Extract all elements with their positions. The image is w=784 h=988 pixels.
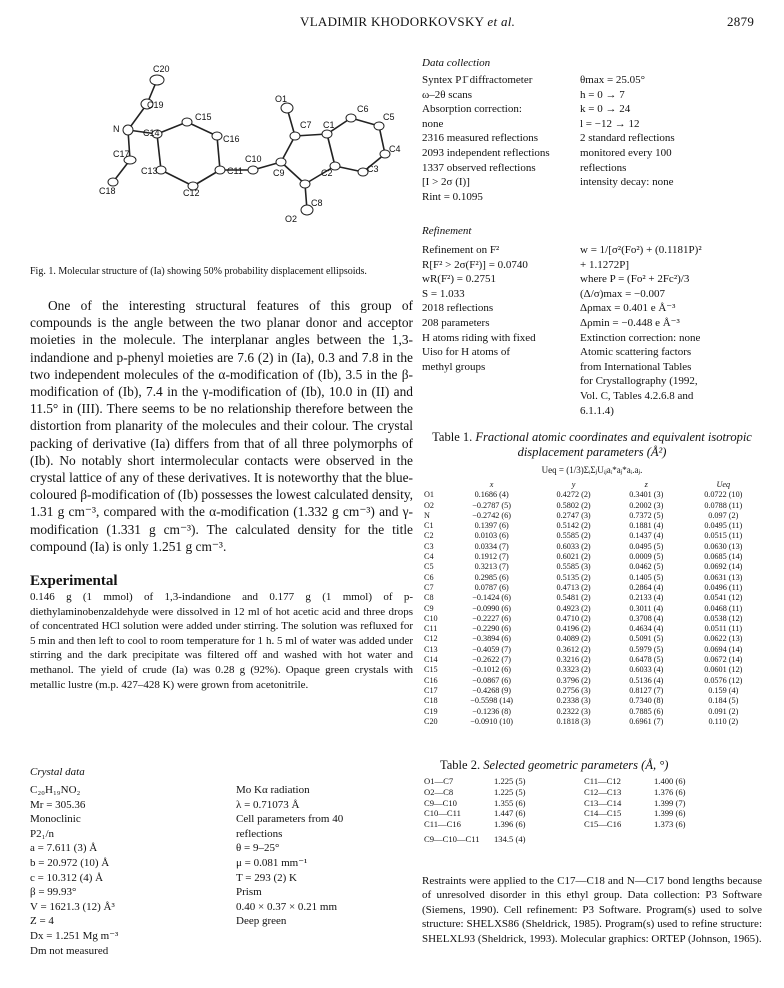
table-cell: −0.0990 (6) (472, 603, 511, 613)
table-cell: 0.5091 (5) (629, 634, 664, 644)
table-row (424, 645, 764, 655)
table-cell: 0.6033 (2) (556, 541, 591, 551)
table-cell: 0.0511 (11) (704, 624, 743, 634)
table-row (424, 830, 724, 845)
table-cell: 0.0541 (12) (704, 593, 743, 603)
table-cell: 0.0722 (10) (704, 490, 743, 500)
table-cell: C11—C12 (584, 776, 621, 786)
table-cell: 0.1437 (4) (629, 531, 664, 541)
table-row (424, 787, 724, 798)
table-cell: 0.0622 (13) (704, 634, 743, 644)
param-line: intensity decay: none (580, 176, 674, 189)
param-line: l = −12 → 12 (580, 117, 640, 130)
param-line: wR(F²) = 0.2751 (422, 273, 496, 286)
table-cell: 1.399 (6) (654, 808, 686, 819)
table-cell: 0.1912 (7) (474, 552, 509, 562)
table-cell: 0.3323 (2) (556, 665, 591, 675)
param-line: Refinement on F² (422, 244, 500, 256)
table-row (424, 501, 764, 511)
table-cell: −0.1012 (6) (472, 665, 511, 675)
atom-label: C11 (227, 166, 243, 176)
table-cell: 0.2864 (4) (629, 582, 664, 592)
table-row (424, 798, 724, 809)
param-line: Deep green (236, 915, 287, 928)
param-line: Absorption correction: (422, 103, 522, 116)
table-row (424, 707, 764, 717)
table2-title: Selected geometric parameters (Å, °) (483, 758, 669, 772)
param-line: k = 0 → 24 (580, 103, 631, 116)
atom-label: C19 (147, 100, 164, 110)
table-cell: 0.1881 (4) (629, 521, 664, 531)
table-cell: 0.0495 (11) (704, 521, 743, 531)
param-line: none (422, 117, 444, 130)
table-cell: 0.0334 (7) (474, 541, 509, 551)
param-line: monitored every 100 (580, 146, 672, 159)
table-cell: 0.0538 (12) (704, 613, 743, 623)
table-cell: −0.2227 (6) (472, 613, 511, 623)
table-cell: 0.2756 (3) (556, 685, 591, 695)
param-line: w = 1/[σ²(Fo²) + (0.1181P)² (580, 244, 702, 256)
table2-label: Table 2. (440, 758, 481, 772)
param-line: Δρmin = −0.448 e Å⁻³ (580, 316, 680, 329)
table-cell: 0.3401 (3) (629, 490, 664, 500)
table-cell: C2 (424, 531, 434, 541)
atom-label: C6 (357, 104, 369, 114)
table-cell: −0.1236 (8) (472, 706, 511, 716)
table-cell: 1.399 (7) (654, 797, 686, 808)
table-row (424, 573, 764, 583)
table-cell: 0.1686 (4) (474, 490, 509, 500)
param-line: S = 1.033 (422, 287, 465, 300)
atom-label: C7 (300, 120, 312, 130)
atom-label: C17 (113, 149, 130, 159)
experimental-heading: Experimental (30, 573, 118, 589)
param-line: Rint = 0.1095 (422, 190, 483, 203)
param-line: θmax = 25.05° (580, 74, 646, 86)
refinement-right (580, 243, 765, 418)
param-line: 2316 measured reflections (422, 132, 539, 145)
table-cell: 0.0694 (14) (704, 644, 743, 654)
table-cell: C17 (424, 685, 438, 695)
page-number: 2879 (727, 14, 755, 29)
table-cell: 0.5585 (2) (556, 531, 591, 541)
param-line: T = 293 (2) K (236, 871, 297, 884)
param-line: β = 99.93° (30, 886, 77, 899)
table-cell: 1.447 (6) (494, 808, 526, 819)
param-line: Mo Kα radiation (236, 784, 310, 796)
param-line: + 1.1272P] (580, 258, 629, 271)
param-line: Z = 4 (30, 915, 54, 928)
table-cell: 1.396 (6) (494, 819, 526, 830)
table-row (424, 552, 764, 562)
table-cell: 0.4634 (4) (629, 624, 664, 634)
figure-caption: Fig. 1. Molecular structure of (Ia) showing 50% probability displacement ellipsoids. (30, 266, 367, 277)
param-line: h = 0 → 7 (580, 88, 625, 101)
table-cell: O2 (424, 500, 435, 510)
header-author: VLADIMIR KHODORKOVSKY (300, 14, 484, 29)
table-cell: O2—C8 (424, 786, 454, 797)
table-cell: 134.5 (4) (494, 833, 526, 844)
table-cell: C14 (424, 655, 438, 665)
table-cell: 0.0631 (13) (704, 572, 743, 582)
table-row (424, 521, 764, 531)
table-row (424, 696, 764, 706)
table-cell: 0.0462 (5) (629, 562, 664, 572)
table-row (424, 542, 764, 552)
table-row (424, 808, 724, 819)
molecule-figure (95, 62, 420, 262)
table-row (424, 490, 764, 500)
table-cell: C14—C15 (584, 808, 622, 819)
table-cell: 0.7340 (8) (629, 696, 664, 706)
param-line: Δρmax = 0.401 e Å⁻³ (580, 302, 676, 315)
atom-label: C13 (141, 166, 158, 176)
table-cell: 0.0515 (11) (704, 531, 743, 541)
table-cell: 0.159 (4) (708, 685, 739, 695)
table-header-row (424, 480, 764, 490)
param-line: Extinction correction: none (580, 331, 701, 344)
table-cell: C10—C11 (424, 808, 461, 819)
table-row (424, 665, 764, 675)
table-cell: C10 (424, 613, 438, 623)
table-cell: C16 (424, 675, 438, 685)
table-cell: 1.225 (5) (494, 786, 526, 797)
table-cell: 0.5585 (3) (556, 562, 591, 572)
table-cell: 0.0692 (14) (704, 562, 743, 572)
table-cell: 0.2322 (3) (556, 706, 591, 716)
table-cell: 0.2747 (3) (556, 510, 591, 520)
table-cell: 0.6961 (7) (629, 716, 664, 726)
param-line: methyl groups (422, 360, 486, 373)
table-cell: 0.110 (2) (708, 716, 739, 726)
table-cell: 0.4272 (2) (556, 490, 591, 500)
table-cell: 0.3612 (2) (556, 644, 591, 654)
param-line: C₂₀H₁₉NO₂ (30, 784, 81, 796)
table-cell: −0.4059 (7) (472, 644, 511, 654)
table-cell: C3 (424, 541, 434, 551)
column-header (424, 480, 446, 490)
table-cell: 0.2338 (3) (556, 696, 591, 706)
table-row (424, 634, 764, 644)
header-etal: et al. (487, 14, 516, 29)
column-header: y (571, 480, 576, 489)
table-cell: 0.1405 (5) (629, 572, 664, 582)
table-cell: 1.373 (6) (654, 819, 686, 830)
table-row (424, 655, 764, 665)
atom-label: C4 (389, 144, 401, 154)
table1 (424, 480, 764, 727)
table-cell: C9—C10—C11 (424, 833, 480, 844)
table-cell: 0.091 (2) (708, 706, 739, 716)
table-row (424, 531, 764, 541)
atom-label: C12 (183, 188, 200, 198)
table-cell: 1.400 (6) (654, 776, 686, 786)
table-cell: 0.4710 (2) (556, 613, 591, 623)
table-cell: 1.225 (5) (494, 776, 526, 786)
table-cell: 0.097 (2) (708, 510, 739, 520)
param-line: reflections (580, 161, 627, 174)
table-cell: −0.2742 (6) (472, 510, 511, 520)
table-row (424, 593, 764, 603)
atom-label: C16 (223, 134, 240, 144)
param-line: P2₁/n (30, 827, 55, 840)
table2-caption (440, 758, 770, 773)
table-row (424, 562, 764, 572)
table-cell: 0.5979 (5) (629, 644, 664, 654)
table-cell: 0.6478 (5) (629, 655, 664, 665)
table-row (424, 776, 724, 787)
experimental-text: 0.146 g (1 mmol) of 1,3-indandione and 0.177 g (1 mmol) of p-diethylaminobenzaldehyde were dissolved in 12 ml of hot acetic acid and three drops of concentrated HCl solution were added under stirring. The solution was refluxed for 5 min and then left to cool to room temperature for 1 h. 5 ml of water was added under stirring and the dark precipitate was filtered off and washed with hot water and methanol. The yield of crude (Ia) was 0.28 g (92%). Opaque green crystals with metallic lustre (m.p. 427–428 K) were grown from acetonitrile. (30, 591, 413, 691)
crystal-data-left (30, 783, 250, 958)
table-cell: C13 (424, 644, 438, 654)
param-line: a = 7.611 (3) Å (30, 842, 98, 855)
table-cell: 0.0685 (14) (704, 552, 743, 562)
table-cell: −0.2290 (6) (472, 624, 511, 634)
table-cell: 0.5136 (4) (629, 675, 664, 685)
param-line: H atoms riding with fixed (422, 331, 536, 344)
table-row (424, 717, 764, 727)
table-row (424, 614, 764, 624)
param-line: where P = (Fo² + 2Fc²)/3 (580, 273, 690, 286)
atom-label: O1 (275, 94, 288, 104)
table-cell: −0.0867 (6) (472, 675, 511, 685)
table-cell: C1 (424, 521, 434, 531)
param-line: ω–2θ scans (422, 88, 473, 101)
table-cell: C11—C16 (424, 819, 461, 830)
table-cell: C12 (424, 634, 438, 644)
param-line: Atomic scattering factors (580, 346, 692, 359)
param-line: reflections (236, 827, 283, 840)
table-cell: 0.7372 (5) (629, 510, 664, 520)
param-line: 1337 observed reflections (422, 161, 536, 174)
table-cell: 0.4923 (2) (556, 603, 591, 613)
table-cell: C15 (424, 665, 438, 675)
param-line: Mr = 305.36 (30, 798, 86, 811)
table-row (424, 819, 724, 830)
table-cell: 0.5481 (2) (556, 593, 591, 603)
table-row (424, 676, 764, 686)
param-line: V = 1621.3 (12) Å³ (30, 900, 115, 913)
param-line: Vol. C, Tables 4.2.6.8 and (580, 389, 694, 402)
table-cell: 0.0787 (6) (474, 582, 509, 592)
table-cell: 0.5142 (2) (556, 521, 591, 531)
table-cell: O1—C7 (424, 776, 454, 786)
table-cell: C12—C13 (584, 786, 622, 797)
table-cell: −0.2787 (5) (472, 500, 511, 510)
table-cell: O1 (424, 490, 435, 500)
table-cell: 0.7885 (6) (629, 706, 664, 716)
table-cell: −0.5598 (14) (470, 696, 514, 706)
table-cell: 0.6021 (2) (556, 552, 591, 562)
param-line: μ = 0.081 mm⁻¹ (236, 856, 308, 869)
table1-label: Table 1. (432, 430, 473, 444)
param-line: 2018 reflections (422, 302, 494, 315)
param-line: (Δ/σ)max = −0.007 (580, 287, 665, 300)
table-cell: 1.355 (6) (494, 797, 526, 808)
param-line: Dm not measured (30, 944, 109, 957)
table-cell: 0.2985 (6) (474, 572, 509, 582)
table-cell: 0.8127 (7) (629, 685, 664, 695)
atom-label: C5 (383, 112, 395, 122)
param-line: for Crystallography (1992, (580, 375, 698, 388)
table-cell: C15—C16 (584, 819, 622, 830)
column-header: z (644, 480, 648, 489)
atom-label: C15 (195, 112, 212, 122)
param-line: from International Tables (580, 360, 692, 373)
table2 (424, 776, 724, 845)
column-header: Ueq (716, 480, 731, 489)
table-row (424, 511, 764, 521)
param-line: 2093 independent reflections (422, 146, 550, 159)
param-line: R[F² > 2σ(F²)] = 0.0740 (422, 258, 528, 271)
param-line: Syntex P1̄ diffractometer (422, 74, 533, 86)
atom-label: O2 (285, 214, 298, 224)
intro-paragraph: One of the interesting structural features of this group of compounds is the angle between the two planar donor and acceptor moieties in the molecule. The interplanar angles between the 1,3-indandione and p-phenyl moieties are 7.6 (2) in (Ia), 0.3 and 7.8 in the two independent molecules of the α-modification of (Ib), 3.5 in the β-modification of (Ib), 7.4 in the γ-modification of (Ib), 10.0 in (II) and 11.5° in (III). There seems to be no relationship therefore between the distortion from planarity of the molecules and their colour. The crystal packing of derivative (Ia) differs from that of all three polymorphs of (Ib). No notably short intermolecular contacts were observed in the crystal lattice of any of these derivatives. It is noteworthy that the blue-coloured β-modification of (Ib) possesses the lowest calculated density, 1.31 g cm⁻³, compared with the α-modification (1.332 g cm⁻³) and γ-modification (1.331 g cm⁻³). The calculated density for the title compound (Ia) is only 1.251 g cm⁻³. (30, 298, 413, 554)
table-cell: 0.0672 (14) (704, 655, 743, 665)
table-cell: 0.1818 (3) (556, 716, 591, 726)
atom-label: C8 (311, 198, 323, 208)
table-cell: N (424, 510, 430, 520)
table-cell: 0.0601 (12) (704, 665, 743, 675)
table-cell: 0.184 (5) (708, 696, 739, 706)
table-cell: 0.0630 (13) (704, 541, 743, 551)
param-line: Monoclinic (30, 813, 81, 826)
table-cell: C8 (424, 593, 434, 603)
table-cell: −0.0910 (10) (470, 716, 514, 726)
table-cell: C13—C14 (584, 797, 622, 808)
table-cell: 0.0788 (11) (704, 500, 743, 510)
param-line: 208 parameters (422, 316, 490, 329)
table1-formula: Ueq = (1/3)ΣᵢΣⱼUᵢⱼaᵢ*aⱼ*aᵢ.aⱼ. (541, 465, 643, 475)
table-cell: C11 (424, 624, 438, 634)
refinement-heading: Refinement (422, 225, 472, 237)
data-collection-heading: Data collection (422, 57, 491, 69)
table-cell: 0.0468 (11) (704, 603, 743, 613)
table-cell: 0.5135 (2) (556, 572, 591, 582)
atom-label: C3 (367, 164, 379, 174)
table-cell: 0.0103 (6) (474, 531, 509, 541)
data-collection-right (580, 73, 760, 190)
table-cell: C5 (424, 562, 434, 572)
table1-caption (422, 430, 762, 460)
table1-title: Fractional atomic coordinates and equivalent isotropic displacement parameters (Å²) (475, 430, 752, 459)
table-cell: 0.1397 (6) (474, 521, 509, 531)
table-cell: 0.4089 (2) (556, 634, 591, 644)
table-cell: −0.3894 (6) (472, 634, 511, 644)
table-cell: 0.3216 (2) (556, 655, 591, 665)
table-cell: −0.4268 (9) (472, 685, 511, 695)
table-cell: 0.6033 (4) (629, 665, 664, 675)
table-cell: 0.2133 (4) (629, 593, 664, 603)
table-cell: 0.3011 (4) (629, 603, 664, 613)
table-cell: 0.4196 (2) (556, 624, 591, 634)
param-line: b = 20.972 (10) Å (30, 856, 110, 869)
atom-label: C2 (321, 168, 333, 178)
table-cell: C9 (424, 603, 434, 613)
atom-label: C1 (323, 120, 335, 130)
table-cell: 0.4713 (2) (556, 582, 591, 592)
atom-label: C20 (153, 64, 170, 74)
table-cell: 0.0495 (5) (629, 541, 664, 551)
table-cell: C19 (424, 706, 438, 716)
table-row (424, 624, 764, 634)
param-line: Prism (236, 886, 262, 899)
table-cell: 0.2002 (3) (629, 500, 664, 510)
atom-label: C10 (245, 154, 262, 164)
table-cell: 1.376 (6) (654, 786, 686, 797)
param-line: λ = 0.71073 Å (236, 798, 300, 811)
data-collection-left (422, 73, 592, 204)
crystal-data-right (236, 783, 416, 929)
atom-label: C9 (273, 168, 285, 178)
param-line: 2 standard reflections (580, 132, 675, 145)
table-row (424, 604, 764, 614)
param-line: [I > 2σ (I)] (422, 176, 470, 189)
notes-paragraph: Restraints were applied to the C17—C18 and N—C17 bond lengths because of unresolved disorder in this ethyl group. Data collection: P3 Software (Siemens, 1990). Cell refinement: P3 Software. Program(s) used to solve structure: SHELXS86 (Sheldrick, 1985). Program(s) used to refine structure: SHELXL93 (Sheldrick, 1993). Molecular graphics: ORTEP (Johnson, 1965). (422, 875, 762, 945)
param-line: 0.40 × 0.37 × 0.21 mm (236, 900, 338, 913)
refinement-left (422, 243, 582, 374)
crystal-data-heading: Crystal data (30, 766, 85, 778)
table-row (424, 686, 764, 696)
table-cell: 0.3796 (2) (556, 675, 591, 685)
table-cell: −0.1424 (6) (472, 593, 511, 603)
param-line: Cell parameters from 40 (236, 813, 344, 826)
table-cell: 0.3708 (4) (629, 613, 664, 623)
param-line: Dx = 1.251 Mg m⁻³ (30, 929, 119, 942)
table-cell: C6 (424, 572, 434, 582)
table-cell: 0.5802 (2) (556, 500, 591, 510)
param-line: c = 10.312 (4) Å (30, 871, 104, 884)
table-cell: C18 (424, 696, 438, 706)
table-cell: 0.0009 (5) (629, 552, 664, 562)
atom-label: N (113, 124, 120, 134)
atom-label: C14 (143, 128, 160, 138)
table-cell: C4 (424, 552, 434, 562)
table-cell: C7 (424, 582, 434, 592)
running-header (300, 14, 515, 30)
table-cell: C9—C10 (424, 797, 457, 808)
table-cell: 0.0576 (12) (704, 675, 743, 685)
atom-label: C18 (99, 186, 116, 196)
column-header: x (489, 480, 494, 489)
table-row (424, 583, 764, 593)
param-line: 6.1.1.4) (580, 404, 614, 417)
param-line: θ = 9–25° (236, 842, 280, 855)
table-cell: 0.3213 (7) (474, 562, 509, 572)
table-cell: C20 (424, 716, 438, 726)
table-cell: 0.0496 (11) (704, 582, 743, 592)
table-cell: −0.2622 (7) (472, 655, 511, 665)
param-line: Uiso for H atoms of (422, 346, 510, 359)
